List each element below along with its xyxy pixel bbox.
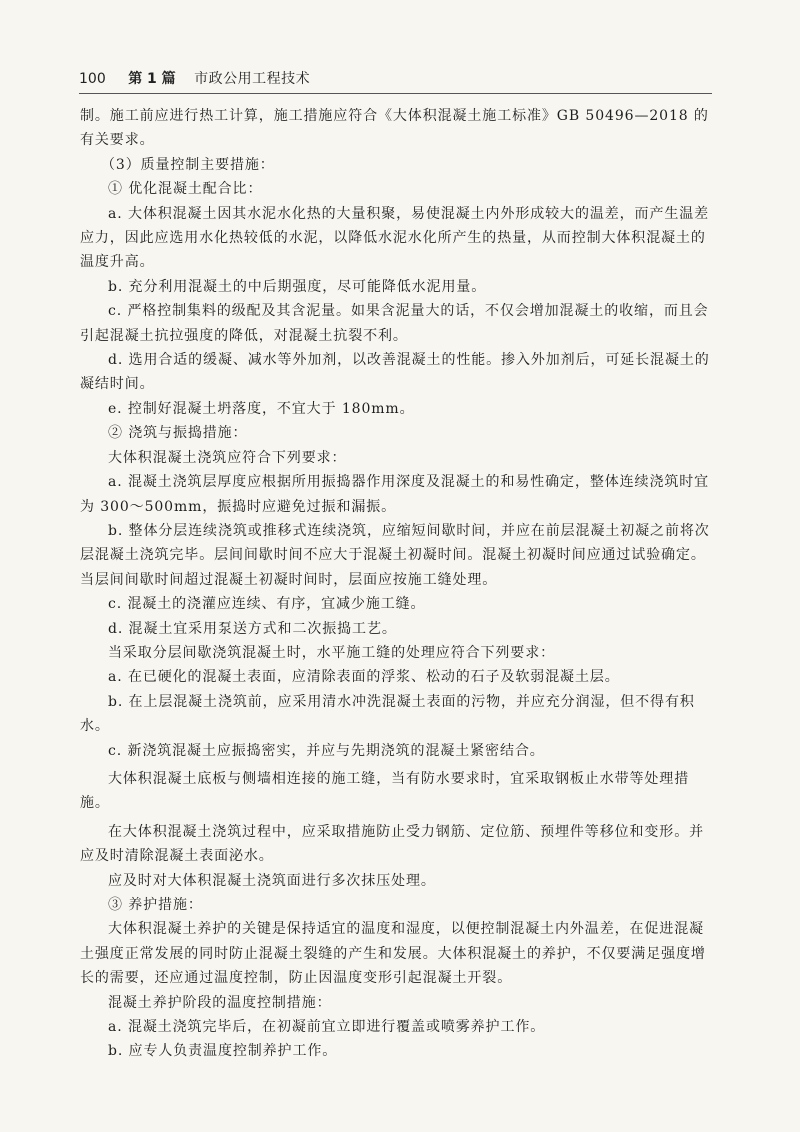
paragraph: d. 选用合适的缓凝、减水等外加剂，以改善混凝土的性能。掺入外加剂后，可延长混凝土的凝结时间。 (80, 352, 710, 393)
paragraph: 当采取分层间歇浇筑混凝土时，水平施工缝的处理应符合下列要求： (108, 644, 555, 661)
paragraph: b. 整体分层连续浇筑或推移式连续浇筑，应缩短间歇时间，并应在前层混凝土初凝之前将次层混凝土浇筑完毕。层间间歇时间不应大于混凝土初凝时间。混凝土初凝时间应通过试验确定。当层间间歇时间超过混凝土初凝时间时，层面应按施工缝处理。 (80, 522, 710, 588)
body-text (80, 104, 716, 1064)
paragraph: b. 在上层混凝土浇筑前，应采用清水冲洗混凝土表面的污物，并应充分润湿，但不得有积水。 (80, 693, 695, 735)
page-number: 100 (79, 71, 106, 87)
paragraph: 大体积混凝土养护的关键是保持适宜的温度和湿度，以便控制混凝土内外温差，在促进混凝土强度正常发展的同时防止混凝土裂缝的产生和发展。大体积混凝土的养护，不仅要满足强度增长的需要，还应通过温度控制，防止因温度变形引起混凝土开裂。 (80, 921, 706, 987)
paragraph: a. 混凝土浇筑层厚度应根据所用振捣器作用深度及混凝土的和易性确定，整体连续浇筑时宜为 300～500mm，振捣时应避免过振和漏振。 (80, 474, 710, 515)
paragraph: d. 混凝土宜采用泵送方式和二次振捣工艺。 (108, 620, 397, 637)
paragraph: a. 大体积混凝土因其水泥水化热的大量积聚，易使混凝土内外形成较大的温差，而产生温差应力，因此应选用水化热较低的水泥，以降低水泥水化所产生的热量，从而控制大体积混凝土的温度升高。 (80, 205, 710, 271)
page-header (79, 67, 719, 91)
paragraph: c. 混凝土的浇灌应连续、有序，宜减少施工缝。 (108, 596, 426, 613)
subsection-heading: ③ 养护措施： (108, 897, 203, 913)
paragraph: 在大体积混凝土浇筑过程中，应采取措施防止受力钢筋、定位筋、预埋件等移位和变形。并应及时清除混凝土表面泌水。 (80, 823, 704, 865)
paragraph: b. 应专人负责温度控制养护工作。 (108, 1043, 338, 1060)
subsection-heading: ① 优化混凝土配合比： (108, 181, 263, 198)
paragraph: 大体积混凝土浇筑应符合下列要求： (108, 449, 347, 466)
paragraph: a. 混凝土浇筑完毕后，在初凝前宜立即进行覆盖或喷雾养护工作。 (108, 1019, 546, 1036)
paragraph: e. 控制好混凝土坍落度，不宜大于 180mm。 (108, 400, 415, 417)
paragraph: 混凝土养护阶段的温度控制措施： (108, 994, 332, 1011)
header-rule (79, 93, 712, 94)
paragraph: c. 严格控制集料的级配及其含泥量。如果含泥量大的话，不仅会增加混凝土的收缩，而且会引起混凝土抗拉强度的降低，对混凝土抗裂不利。 (80, 303, 709, 344)
paragraph: c. 新浇筑混凝土应振捣密实，并应与先期浇筑的混凝土紧密结合。 (108, 742, 545, 759)
section-heading: （3）质量控制主要措施： (101, 156, 275, 173)
paragraph: a. 在已硬化的混凝土表面，应清除表面的浮浆、松动的石子及软弱混凝土层。 (108, 669, 620, 686)
paragraph: b. 充分利用混凝土的中后期强度，尽可能降低水泥用量。 (108, 278, 487, 295)
chapter-title: 市政公用工程技术 (194, 71, 311, 87)
paragraph: 应及时对大体积混凝土浇筑面进行多次抹压处理。 (108, 872, 436, 889)
part-label: 第 1 篇 (128, 71, 176, 87)
subsection-heading: ② 浇筑与振捣措施： (108, 425, 248, 442)
paragraph: 制。施工前应进行热工计算，施工措施应符合《大体积混凝土施工标准》GB 50496—2018 的有关要求。 (80, 108, 709, 149)
paragraph: 大体积混凝土底板与侧墙相连接的施工缝，当有防水要求时，宜采取钢板止水带等处理措施。 (80, 770, 690, 812)
